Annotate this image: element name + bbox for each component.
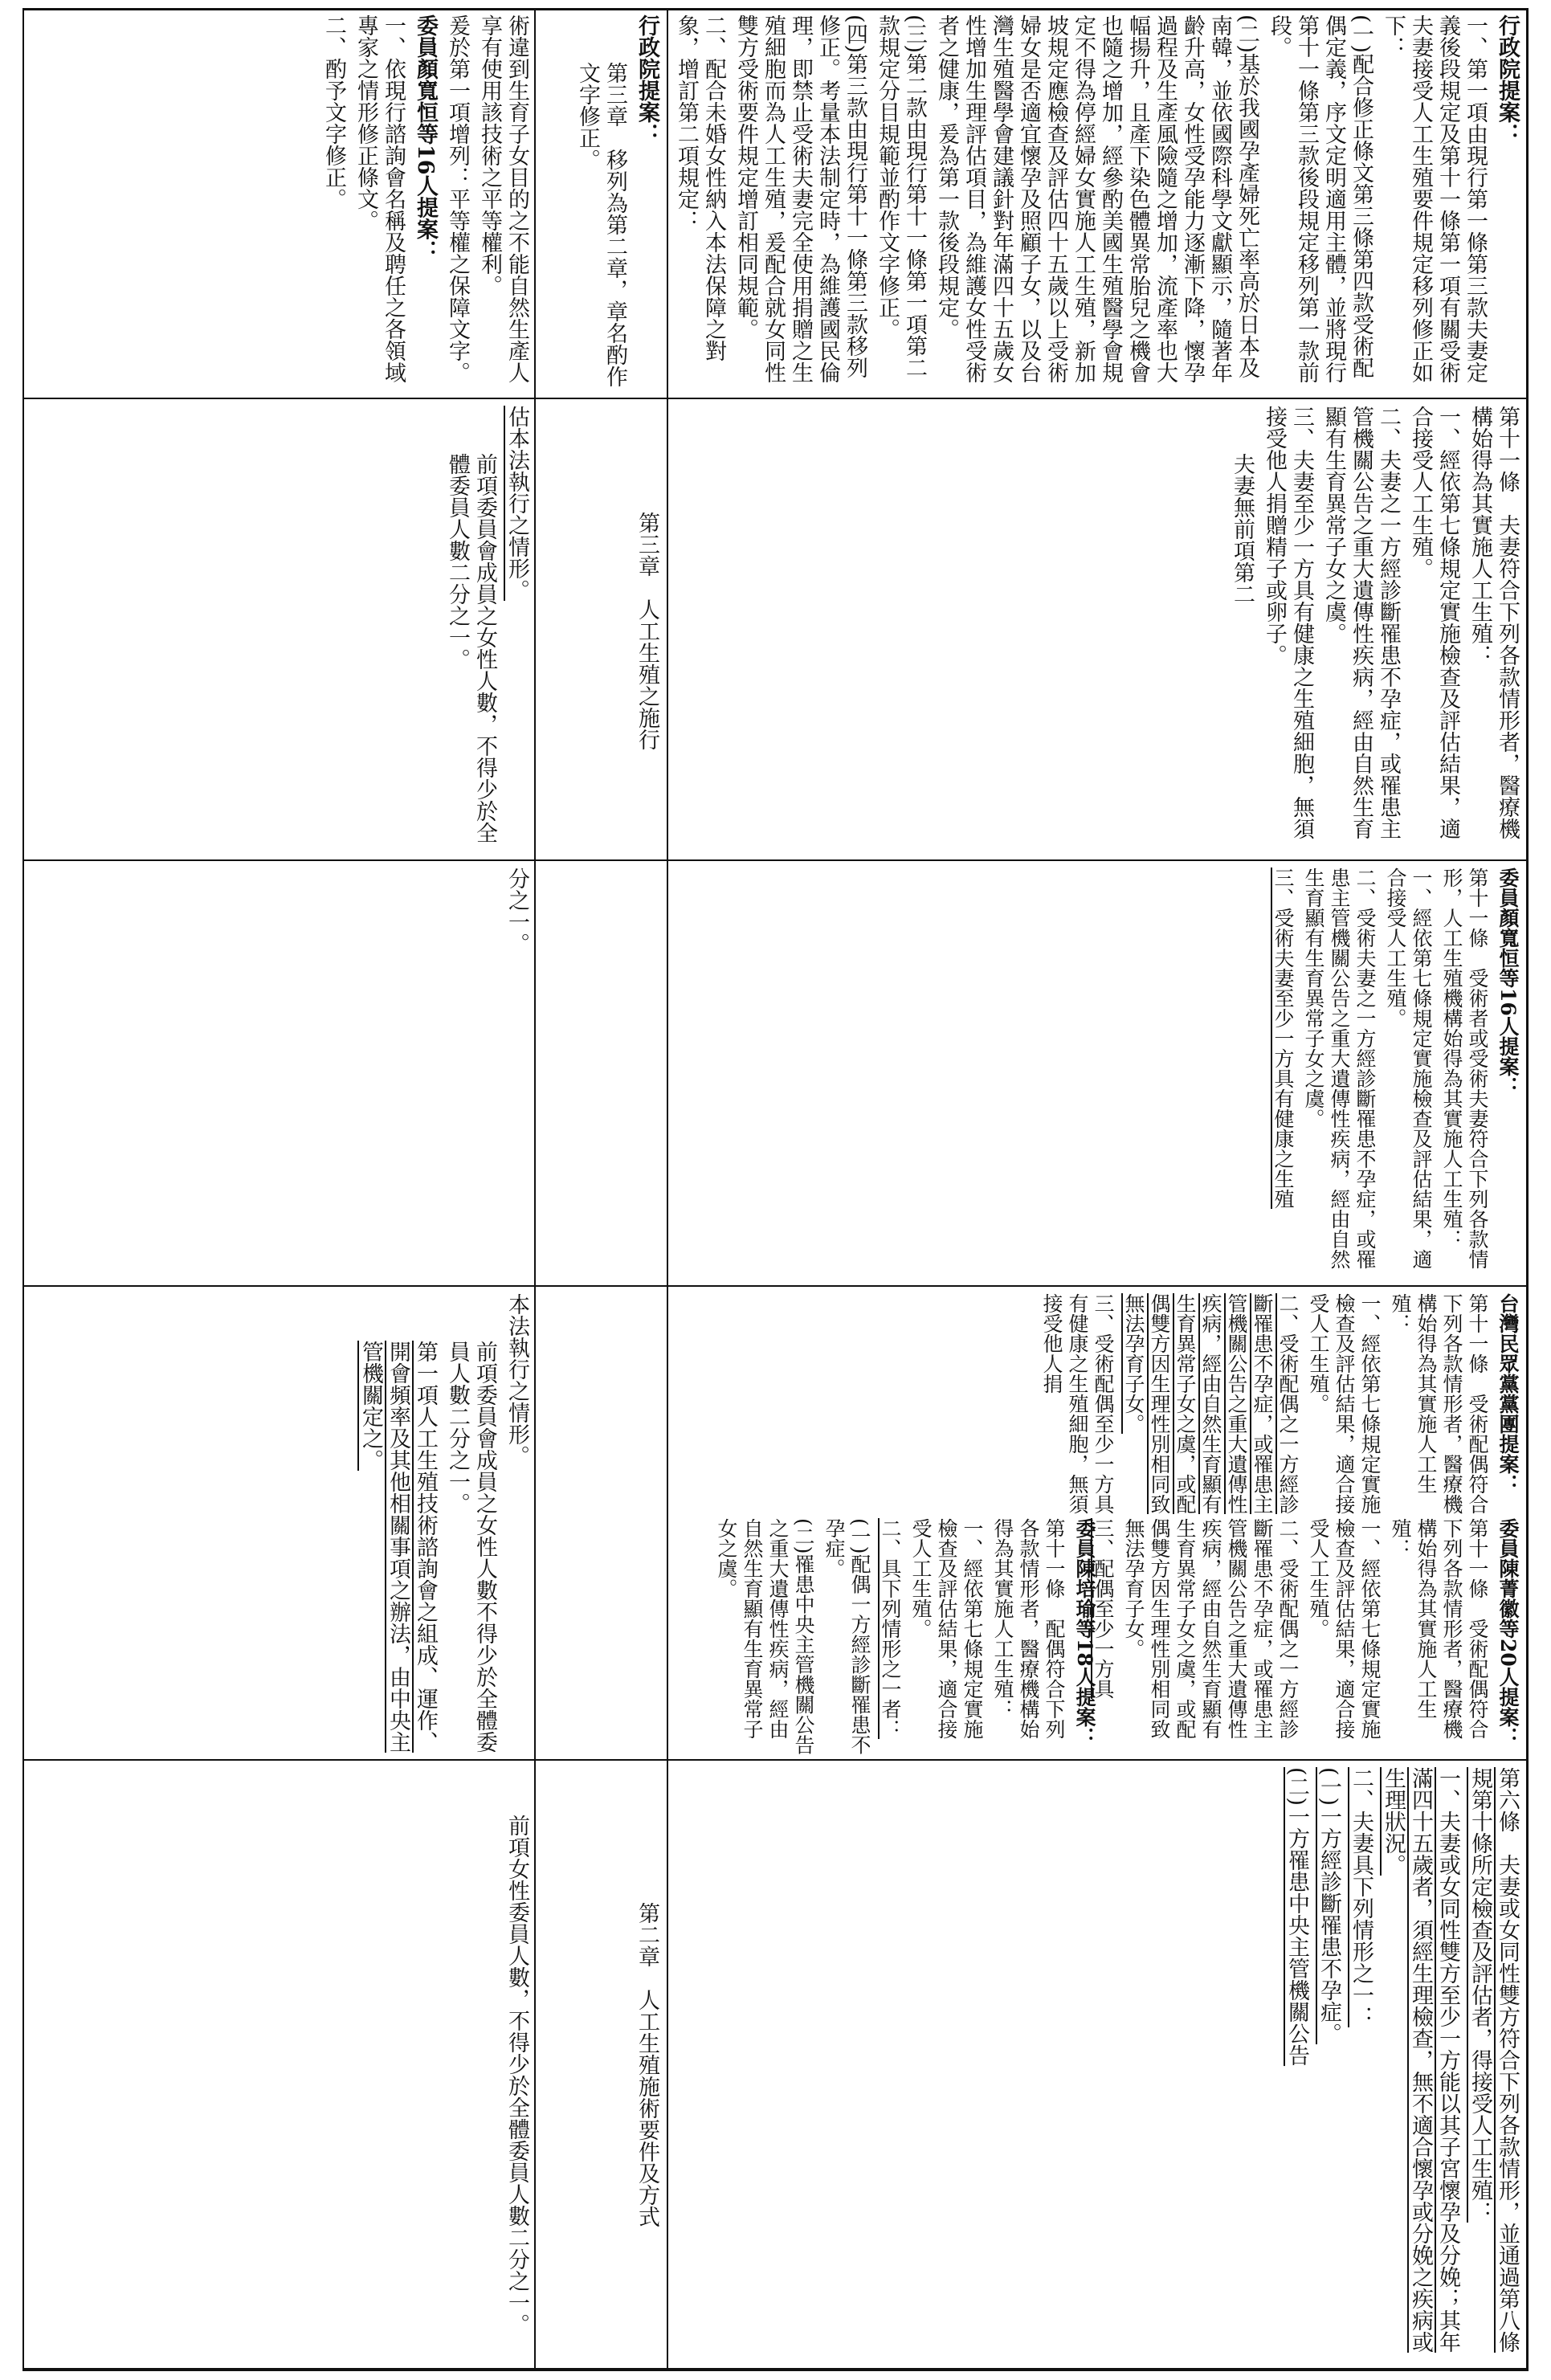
cell-text: 一、經依第七條規定實施檢查及評估結果，適合接受人工生殖。 bbox=[1307, 1518, 1382, 1739]
main-cell-col2-c bbox=[673, 1293, 1520, 1514]
cell-text: 二、夫妻之一方經診斷罹患不孕症，或罹患主管機關公告之重大遺傳性疾病，經由自然生育顯有生育異常子女之虞。 bbox=[1321, 406, 1401, 839]
main-cell-col2-a bbox=[1092, 1518, 1520, 1755]
cell-text: 三、配偶至少一方具 bbox=[1092, 1518, 1115, 1699]
main-cell-col5 bbox=[673, 14, 1520, 394]
cell-text: 一、經依第七條規定實施檢查及評估結果，適合接受人工生殖。 bbox=[909, 1518, 984, 1739]
cell-text: 二、配合未婚女性納入本法保障之對象，增訂第二項規定： bbox=[674, 14, 726, 361]
cell-text: 第十一條 夫妻符合下列各款情形者，醫療機構始得為其實施人工生殖： bbox=[1467, 406, 1520, 839]
table-border-right bbox=[1526, 8, 1529, 2371]
main-cell-col2-b bbox=[673, 1518, 1097, 1755]
cell-text: 一、經依第七條規定實施檢查及評估結果，適合接受人工生殖。 bbox=[1384, 867, 1433, 1269]
cell-text: 第一項人工生殖技術諮詢會之組成、運作、開會頻率及其他相關事項之辦法，由中央主管機關定之。 bbox=[358, 1341, 438, 1753]
cell-heading: 委員陳培瑜等18人提案： bbox=[1073, 1518, 1096, 1747]
cell-text: 第十一條 受術配偶符合下列各款情形者，醫療機構始得為其實施人工生殖： bbox=[1389, 1293, 1489, 1514]
row-divider-1 bbox=[534, 8, 536, 2371]
table-border-top bbox=[22, 8, 1529, 10]
main-cell-col3 bbox=[673, 867, 1520, 1281]
cell-text: 第十一條 配偶符合下列各款情形者，醫療機構始得為其實施人工生殖： bbox=[991, 1518, 1066, 1739]
cell-text: 第十一條 受術配偶符合下列各款情形者，醫療機構始得為其實施人工生殖： bbox=[1389, 1518, 1489, 1739]
top-cell-col2 bbox=[27, 1293, 530, 1755]
main-cell-col4 bbox=[673, 406, 1520, 855]
cell-heading: 行政院提案： bbox=[1495, 14, 1520, 145]
col-divider-4 bbox=[22, 1759, 1529, 1761]
cell-text: 一、經依第七條規定實施檢查及評估結果，適合接受人工生殖。 bbox=[1307, 1293, 1382, 1514]
cell-text: 第六條 夫妻或女同性雙方符合下列各款情形，並通過第八條規第十條所定檢查及評估者，得接受人工生殖： bbox=[1467, 1767, 1520, 2353]
cell-text: 一、依現行諮詢會名稱及聘任之各領域專家之情形修正條文。 bbox=[353, 14, 406, 383]
chapter-text: 第三章 人工生殖之施行 bbox=[635, 511, 659, 750]
cell-text: 本法執行之情形。 bbox=[504, 1293, 529, 1467]
cell-text: 前項委員會成員之女性人數，不得少於全體委員人數二分之一。 bbox=[445, 453, 497, 844]
table-border-left bbox=[22, 8, 24, 2371]
cell-text: 一、第一項由現行第一條第三款夫妻定義後段規定及第十一條第一項有關受術夫妻接受人工生殖要件規定移列修正如下： bbox=[1381, 14, 1488, 383]
cell-heading: 行政院提案： bbox=[635, 14, 659, 145]
cell-text: 前項委員會成員之女性人數不得少於全體委員人數二分之一。 bbox=[445, 1341, 497, 1753]
cell-heading: 委員陳菁徽等20人提案： bbox=[1496, 1518, 1520, 1747]
cell-text: (四)第三款由現行第十一條第三款移列修正。考量本法制定時，為維護國民倫理，即禁止受術夫妻完全使用捐贈之生殖細胞而為人工生殖，爰配合就女同性雙方受術要件規定增訂相同規範。 bbox=[733, 14, 867, 383]
cell-text: (二)基於我國孕產婦死亡率高於日本及南韓，並依國際科學文獻顯示，隨著年齡升高，女性受孕能力逐漸下降，懷孕過程及生產風險隨之增加，流產率也大幅揚升，且產下染色體異常胎兒之機會也隨之增加，經參酌美國生殖醫學會規定不得為停經婦女實施人工生殖，新加坡規定應檢查及評估四十五歲以上受術婦女是否適宜懷孕及照顧子女，以及台灣生殖醫學會建議針對年滿四十五歲女性增加生理評估項目，為維護女性受術者之健康，爰為第一款後段規定。 bbox=[934, 14, 1259, 383]
top-cell-col5 bbox=[27, 14, 530, 394]
cell-text: 術違到生育子女目的之不能自然生產人享有使用該技術之平等權利。 bbox=[477, 14, 529, 383]
cell-text: 分之一。 bbox=[504, 867, 529, 954]
chapter-note-col5 bbox=[540, 14, 660, 394]
cell-text: 二、受術夫妻之一方經診斷罹患不孕症，或罹患主管機關公告之重大遺傳性疾病，經由自然生育顯有生育異常子女之虞。 bbox=[1302, 867, 1377, 1269]
cell-text: (二)罹患中央主管機關公告之重大遺傳性疾病，經由自然生育顯有生育異常子女之虞。 bbox=[715, 1518, 815, 1755]
cell-text: 二、受術配偶之一方經診斷罹患不孕症，或罹患主管機關公告之重大遺傳性疾病，經由自然生育顯有生育異常子女之虞，或配偶雙方因生理性別相同致無法孕育子女。 bbox=[1122, 1293, 1300, 1514]
row-divider-2 bbox=[667, 8, 668, 2371]
col-divider-1 bbox=[22, 398, 1529, 399]
cell-text: 前項女性委員人數，不得少於全體委員人數二分之一。 bbox=[504, 1815, 529, 2336]
cell-text: 三、受術夫妻至少一方具有健康之生殖 bbox=[1271, 867, 1295, 1209]
cell-text: 第十一條 受術者或受術夫妻符合下列各款情形，人工生殖機構始得為其實施人工生殖： bbox=[1440, 867, 1489, 1269]
cell-text: 爰於第一項增列：平等權之保障文字。 bbox=[445, 14, 470, 383]
chapter-title-col4 bbox=[540, 406, 660, 855]
cell-text: 二、夫妻具下列情形之一： bbox=[1349, 1767, 1373, 2027]
cell-text: 二、具下列情形之一者： bbox=[879, 1518, 902, 1739]
top-cell-col3 bbox=[27, 867, 530, 1281]
cell-text: 估本法執行之情形。 bbox=[504, 406, 529, 601]
cell-text: (一)配偶一方經診斷罹患不孕症。 bbox=[822, 1518, 871, 1755]
cell-text: 三、受術配偶至少一方具有健康之生殖細胞，無須接受他人捐 bbox=[1040, 1293, 1115, 1514]
col-divider-2 bbox=[22, 859, 1529, 861]
main-cell-col1 bbox=[673, 1767, 1520, 2362]
cell-text: 三、夫妻至少一方具有健康之生殖細胞，無須接受他人捐贈精子或卵子。 bbox=[1262, 406, 1314, 839]
cell-text: (一)一方經診斷罹患不孕症。 bbox=[1316, 1767, 1341, 2045]
cell-text: (三)第二款由現行第十一條第一項第二款規定分目規範並酌作文字修正。 bbox=[875, 14, 927, 379]
top-cell-col1 bbox=[27, 1767, 530, 2362]
cell-heading: 台灣民眾黨黨團提案： bbox=[1496, 1293, 1520, 1494]
top-cell-col4 bbox=[27, 406, 530, 855]
cell-text: (一)配合修正條文第三條第四款受術配偶定義，序文定明適用主體，並將現行第十一條第三款後段規定移列第一款前段。 bbox=[1267, 14, 1373, 383]
cell-heading: 委員顏寬恒等16人提案： bbox=[1496, 867, 1520, 1096]
cell-heading: 委員顏寬恒等16人提案： bbox=[413, 14, 438, 262]
cell-text: (二)一方罹患中央主管機關公告 bbox=[1284, 1767, 1309, 2067]
col-divider-3 bbox=[22, 1285, 1529, 1287]
chapter-text: 第二章 人工生殖施術要件及方式 bbox=[635, 1901, 659, 2227]
cell-text: 第三章 移列為第二章，章名酌作文字修正。 bbox=[575, 62, 627, 388]
cell-text: 二、酌予文字修正。 bbox=[321, 14, 346, 210]
cell-text: 一、經依第七條規定實施檢查及評估結果，適合接受人工生殖。 bbox=[1408, 406, 1460, 839]
table-border-bottom bbox=[22, 2368, 1529, 2371]
cell-text: 夫妻無前項第二 bbox=[1230, 453, 1255, 606]
cell-text: 二、受術配偶之一方經診斷罹患不孕症，或罹患主管機關公告之重大遺傳性疾病，經由自然生育顯有生育異常子女之虞，或配偶雙方因生理性別相同致無法孕育子女。 bbox=[1122, 1518, 1300, 1739]
chapter-title-col1 bbox=[540, 1767, 660, 2362]
cell-text: 一、夫妻或女同性雙方至少一方能以其子宮懷孕及分娩；其年滿四十五歲者，須經生理檢查，無不適合懷孕或分娩之疾病或生理狀況。 bbox=[1381, 1767, 1460, 2353]
